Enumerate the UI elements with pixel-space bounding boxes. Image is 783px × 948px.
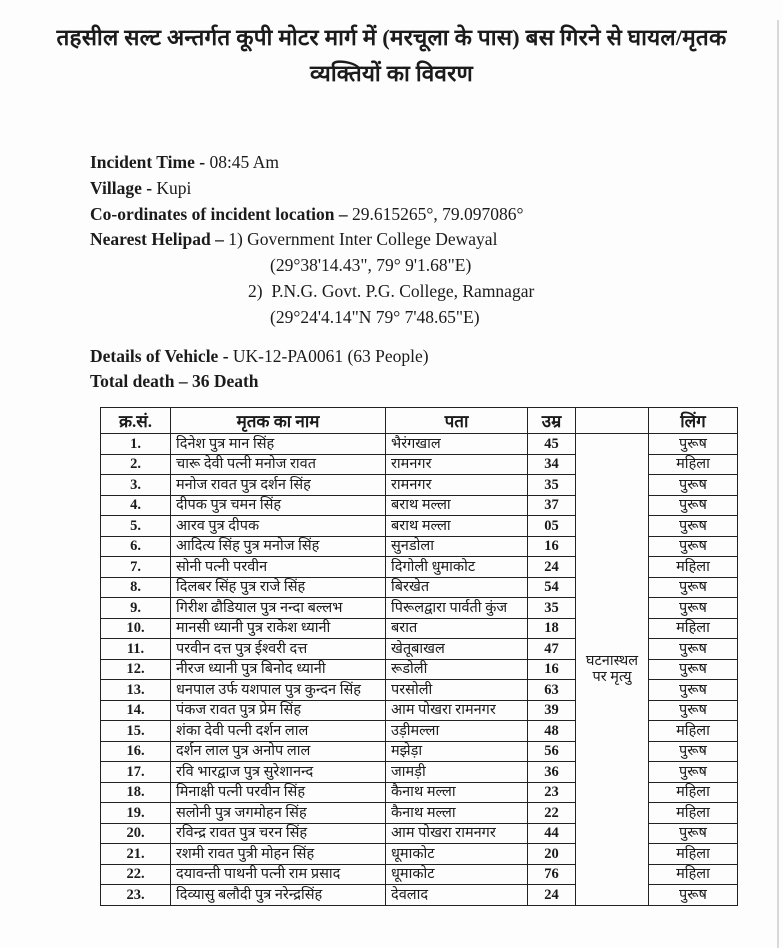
scanned-document-page: [0, 20, 783, 948]
cell-gender: पुरूष: [649, 700, 738, 721]
cell-name: गिरीश ढौडियाल पुत्र नन्दा बल्लभ: [171, 598, 386, 619]
cell-age: 24: [528, 885, 576, 906]
cell-age: 63: [528, 680, 576, 701]
detail-line: [90, 253, 783, 279]
cell-gender: महिला: [649, 782, 738, 803]
cell-age: 18: [528, 618, 576, 639]
cell-name: नीरज ध्यानी पुत्र बिनोद ध्यानी: [171, 659, 386, 680]
cell-name: दिलबर सिंह पुत्र राजे सिंह: [171, 577, 386, 598]
incident-details-section: [90, 150, 783, 395]
cell-address: रूडोली: [386, 659, 528, 680]
detail-label: Village -: [90, 177, 153, 198]
col-header-status: [576, 408, 649, 434]
cell-serial: 10.: [101, 618, 171, 639]
cell-serial: 17.: [101, 762, 171, 783]
cell-address: आम पोखरा रामनगर: [386, 823, 528, 844]
cell-age: 44: [528, 823, 576, 844]
cell-age: 34: [528, 454, 576, 475]
cell-serial: 4.: [101, 495, 171, 516]
cell-serial: 8.: [101, 577, 171, 598]
cell-address: धूमाकोट: [386, 844, 528, 865]
cell-serial: 16.: [101, 741, 171, 762]
cell-name: रशमी रावत पुत्री मोहन सिंह: [171, 844, 386, 865]
cell-name: चारू देवी पत्नी मनोज रावत: [171, 454, 386, 475]
cell-address: बराथ मल्ला: [386, 495, 528, 516]
cell-age: 48: [528, 721, 576, 742]
cell-address: आम पोखरा रामनगर: [386, 700, 528, 721]
detail-label: Total death – 36 Death: [90, 371, 259, 392]
cell-serial: 19.: [101, 803, 171, 824]
cell-gender: पुरूष: [649, 659, 738, 680]
cell-address: बरात: [386, 618, 528, 639]
cell-gender: महिला: [649, 844, 738, 865]
cell-address: बिरखेत: [386, 577, 528, 598]
cell-name: दीपक पुत्र चमन सिंह: [171, 495, 386, 516]
cell-gender: पुरूष: [649, 762, 738, 783]
cell-serial: 15.: [101, 721, 171, 742]
cell-gender: महिला: [649, 803, 738, 824]
detail-label: Details of Vehicle -: [90, 345, 229, 366]
cell-address: भैरंगखाल: [386, 434, 528, 455]
cell-name: शंका देवी पत्नी दर्शन लाल: [171, 721, 386, 742]
detail-value: 2) P.N.G. Govt. P.G. College, Ramnagar: [248, 280, 535, 301]
cell-gender: पुरूष: [649, 823, 738, 844]
cell-gender: पुरूष: [649, 434, 738, 455]
cell-age: 24: [528, 557, 576, 578]
cell-address: खेतूबाखल: [386, 639, 528, 660]
cell-address: कैनाथ मल्ला: [386, 803, 528, 824]
cell-age: 36: [528, 762, 576, 783]
cell-age: 47: [528, 639, 576, 660]
cell-name: सलोनी पुत्र जगमोहन सिंह: [171, 803, 386, 824]
col-header-address: पता: [386, 408, 528, 434]
cell-gender: महिला: [649, 721, 738, 742]
cell-gender: पुरूष: [649, 577, 738, 598]
cell-gender: पुरूष: [649, 536, 738, 557]
cell-gender: पुरूष: [649, 741, 738, 762]
detail-line: [90, 344, 783, 370]
cell-address: रामनगर: [386, 454, 528, 475]
cell-age: 45: [528, 434, 576, 455]
cell-gender: महिला: [649, 618, 738, 639]
cell-address: मझेड़ा: [386, 741, 528, 762]
cell-age: 56: [528, 741, 576, 762]
table-row: [101, 434, 738, 455]
col-header-serial: क्र.सं.: [101, 408, 171, 434]
col-header-age: उम्र: [528, 408, 576, 434]
cell-serial: 13.: [101, 680, 171, 701]
cell-age: 22: [528, 803, 576, 824]
cell-serial: 12.: [101, 659, 171, 680]
detail-value: UK-12-PA0061 (63 People): [228, 345, 429, 366]
cell-serial: 21.: [101, 844, 171, 865]
cell-age: 37: [528, 495, 576, 516]
casualty-table-header: [101, 408, 738, 434]
cell-age: 35: [528, 598, 576, 619]
cell-name: दिनेश पुत्र मान सिंह: [171, 434, 386, 455]
cell-age: 39: [528, 700, 576, 721]
detail-label: Incident Time -: [90, 152, 206, 172]
col-header-name: मृतक का नाम: [171, 408, 386, 434]
cell-gender: पुरूष: [649, 885, 738, 906]
detail-line: [90, 369, 783, 395]
cell-age: 05: [528, 516, 576, 537]
cell-address: देवलाद: [386, 885, 528, 906]
cell-address: बराथ मल्ला: [386, 516, 528, 537]
cell-name: सोनी पत्नी परवीन: [171, 557, 386, 578]
cell-serial: 6.: [101, 536, 171, 557]
cell-name: मनोज रावत पुत्र दर्शन सिंह: [171, 475, 386, 496]
cell-age: 20: [528, 844, 576, 865]
col-header-gender: लिंग: [649, 408, 738, 434]
cell-serial: 22.: [101, 864, 171, 885]
cell-name: आरव पुत्र दीपक: [171, 516, 386, 537]
cell-gender: पुरूष: [649, 680, 738, 701]
cell-name: परवीन दत्त पुत्र ईश्वरी दत्त: [171, 639, 386, 660]
cell-age: 76: [528, 864, 576, 885]
detail-label: Co-ordinates of incident location –: [90, 203, 348, 224]
cell-serial: 3.: [101, 475, 171, 496]
cell-name: दिव्यासु बलौदी पुत्र नरेन्द्रसिंह: [171, 885, 386, 906]
cell-gender: पुरूष: [649, 598, 738, 619]
cell-name: दयावन्ती पाथनी पत्नी राम प्रसाद: [171, 864, 386, 885]
cell-address: उड़ीमल्ला: [386, 721, 528, 742]
cell-serial: 1.: [101, 434, 171, 455]
cell-gender: महिला: [649, 864, 738, 885]
cell-gender: पुरूष: [649, 516, 738, 537]
detail-value: 08:45 Am: [205, 152, 279, 172]
detail-value: (29°38'14.43", 79° 9'1.68"E): [270, 255, 472, 276]
page-edge-shadow: [777, 20, 779, 948]
cell-serial: 5.: [101, 516, 171, 537]
cell-serial: 18.: [101, 782, 171, 803]
cell-address: परसोली: [386, 680, 528, 701]
cell-address: रामनगर: [386, 475, 528, 496]
cell-gender: महिला: [649, 454, 738, 475]
detail-line: [90, 150, 783, 176]
cell-address: कैनाथ मल्ला: [386, 782, 528, 803]
cell-serial: 2.: [101, 454, 171, 475]
detail-line: [90, 176, 783, 202]
casualty-table: [100, 407, 738, 906]
cell-serial: 23.: [101, 885, 171, 906]
detail-line: [90, 202, 783, 228]
detail-value: (29°24'4.14"N 79° 7'48.65"E): [270, 306, 480, 327]
cell-serial: 20.: [101, 823, 171, 844]
document-title: तहसील सल्ट अन्तर्गत कूपी मोटर मार्ग में (मरचूला के पास) बस गिरने से घायल/मृतक व्यक्तियों का विवरण: [56, 25, 727, 86]
casualty-table-body: [101, 434, 738, 906]
detail-line: [90, 227, 783, 253]
cell-address: जामड़ी: [386, 762, 528, 783]
cell-age: 35: [528, 475, 576, 496]
cell-name: मिनाक्षी पत्नी परवीन सिंह: [171, 782, 386, 803]
cell-address: दिगोली धुमाकोट: [386, 557, 528, 578]
cell-name: रवि भारद्वाज पुत्र सुरेशानन्द: [171, 762, 386, 783]
cell-name: आदित्य सिंह पुत्र मनोज सिंह: [171, 536, 386, 557]
detail-value: 1) Government Inter College Dewayal: [223, 229, 498, 250]
cell-name: पंकज रावत पुत्र प्रेम सिंह: [171, 700, 386, 721]
cell-serial: 11.: [101, 639, 171, 660]
cell-address: धूमाकोट: [386, 864, 528, 885]
detail-line: [90, 305, 783, 331]
cell-name: दर्शन लाल पुत्र अनोप लाल: [171, 741, 386, 762]
death-location-merged-cell: घटनास्थल पर मृत्यु: [576, 434, 649, 906]
cell-address: सुनडोला: [386, 536, 528, 557]
cell-gender: महिला: [649, 557, 738, 578]
cell-gender: पुरूष: [649, 495, 738, 516]
cell-gender: पुरूष: [649, 639, 738, 660]
cell-name: रविन्द्र रावत पुत्र चरन सिंह: [171, 823, 386, 844]
cell-serial: 14.: [101, 700, 171, 721]
cell-serial: 9.: [101, 598, 171, 619]
detail-label: Nearest Helipad –: [90, 229, 224, 250]
cell-age: 54: [528, 577, 576, 598]
cell-name: धनपाल उर्फ यशपाल पुत्र कुन्दन सिंह: [171, 680, 386, 701]
cell-gender: पुरूष: [649, 475, 738, 496]
detail-line: [90, 279, 783, 305]
detail-value: Kupi: [152, 177, 192, 198]
cell-age: 16: [528, 659, 576, 680]
cell-serial: 7.: [101, 557, 171, 578]
cell-age: 23: [528, 782, 576, 803]
cell-address: पिरूलद्वारा पार्वती कुंज: [386, 598, 528, 619]
detail-value: 29.615265°, 79.097086°: [347, 203, 524, 224]
header-row: [101, 408, 738, 434]
cell-name: मानसी ध्यानी पुत्र राकेश ध्यानी: [171, 618, 386, 639]
cell-age: 16: [528, 536, 576, 557]
